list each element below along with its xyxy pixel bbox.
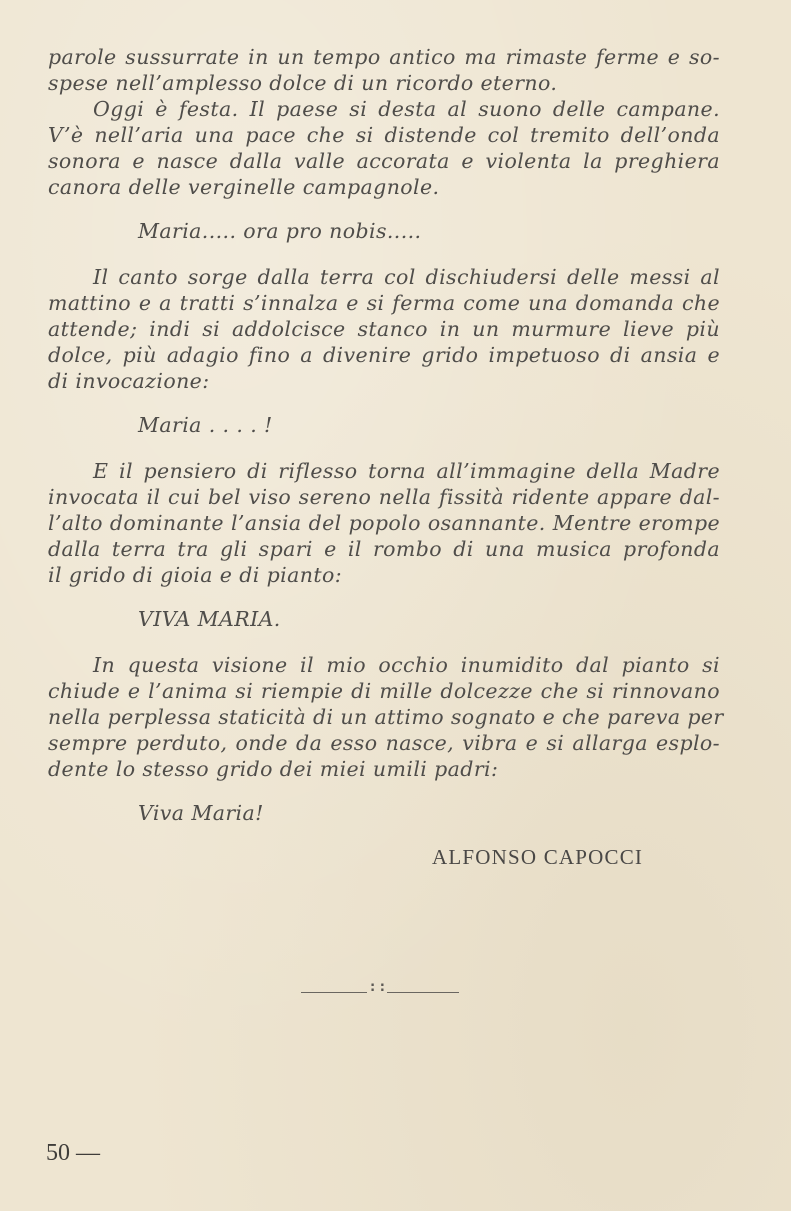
invocation-maria: Maria . . . . !: [138, 413, 273, 437]
paragraph-visione: [48, 652, 724, 782]
ornament-rule-right: [387, 992, 459, 993]
text-line: dolce, più adagio fino a divenire grido impetuoso di ansia e: [48, 343, 720, 367]
text-line: sempre perduto, onde da esso nasce, vibra e si allarga esplo-: [48, 731, 720, 755]
ornament-dots: : :: [370, 980, 385, 995]
text-line: l’alto dominante l’ansia del popolo osannante. Mentre erompe: [48, 511, 720, 535]
text-line: chiude e l’anima si riempie di mille dolcezze che si rinnovano: [48, 679, 720, 703]
text-line: attende; indi si addolcisce stanco in un murmure lieve più: [48, 317, 720, 341]
invocation-viva-maria-caps: VIVA MARIA.: [138, 607, 281, 631]
text-line: canora delle verginelle campagnole.: [48, 175, 440, 199]
text-line: dalla terra tra gli spari e il rombo di una musica profonda: [48, 537, 720, 561]
text-line: nella perplessa staticità di un attimo sognato e che pareva per: [48, 705, 724, 729]
paragraph-canto: [48, 264, 720, 394]
text-line: In questa visione il mio occhio inumidito dal pianto si: [93, 653, 720, 677]
author-signature: ALFONSO CAPOCCI: [432, 845, 644, 869]
text-line: invocata il cui bel viso sereno nella fissità ridente appare dal-: [48, 485, 720, 509]
invocation-ora-pro-nobis: Maria..... ora pro nobis.....: [138, 219, 422, 243]
text-line: sonora e nasce dalla valle accorata e violenta la preghiera: [48, 149, 720, 173]
paragraph-pensiero: [48, 458, 720, 588]
text-line: dente lo stesso grido dei miei umili padri:: [48, 757, 499, 781]
text-line: il grido di gioia e di pianto:: [48, 563, 343, 587]
text-line: spese nell’amplesso dolce di un ricordo eterno.: [48, 71, 558, 95]
text-line: E il pensiero di riflesso torna all’immagine della Madre: [93, 459, 720, 483]
body-text: [48, 44, 724, 826]
text-line: V’è nell’aria una pace che si distende col tremito dell’onda: [48, 123, 720, 147]
section-ornament: [301, 980, 459, 1001]
paragraph-festa: [48, 96, 720, 200]
text-line: parole sussurrate in un tempo antico ma rimaste ferme e so-: [48, 45, 720, 69]
text-line: mattino e a tratti s’innalza e si ferma come una domanda che: [48, 291, 720, 315]
invocation-viva-maria-closing: Viva Maria!: [138, 801, 264, 825]
text-line: di invocazione:: [48, 369, 210, 393]
text-line: Il canto sorge dalla terra col dischiudersi delle messi al: [93, 265, 720, 289]
page-number: 50 —: [46, 1140, 100, 1166]
ornament-rule-left: [301, 992, 367, 993]
text-line: Oggi è festa. Il paese si desta al suono delle campane.: [93, 97, 720, 121]
paragraph-continuation: [48, 44, 720, 96]
